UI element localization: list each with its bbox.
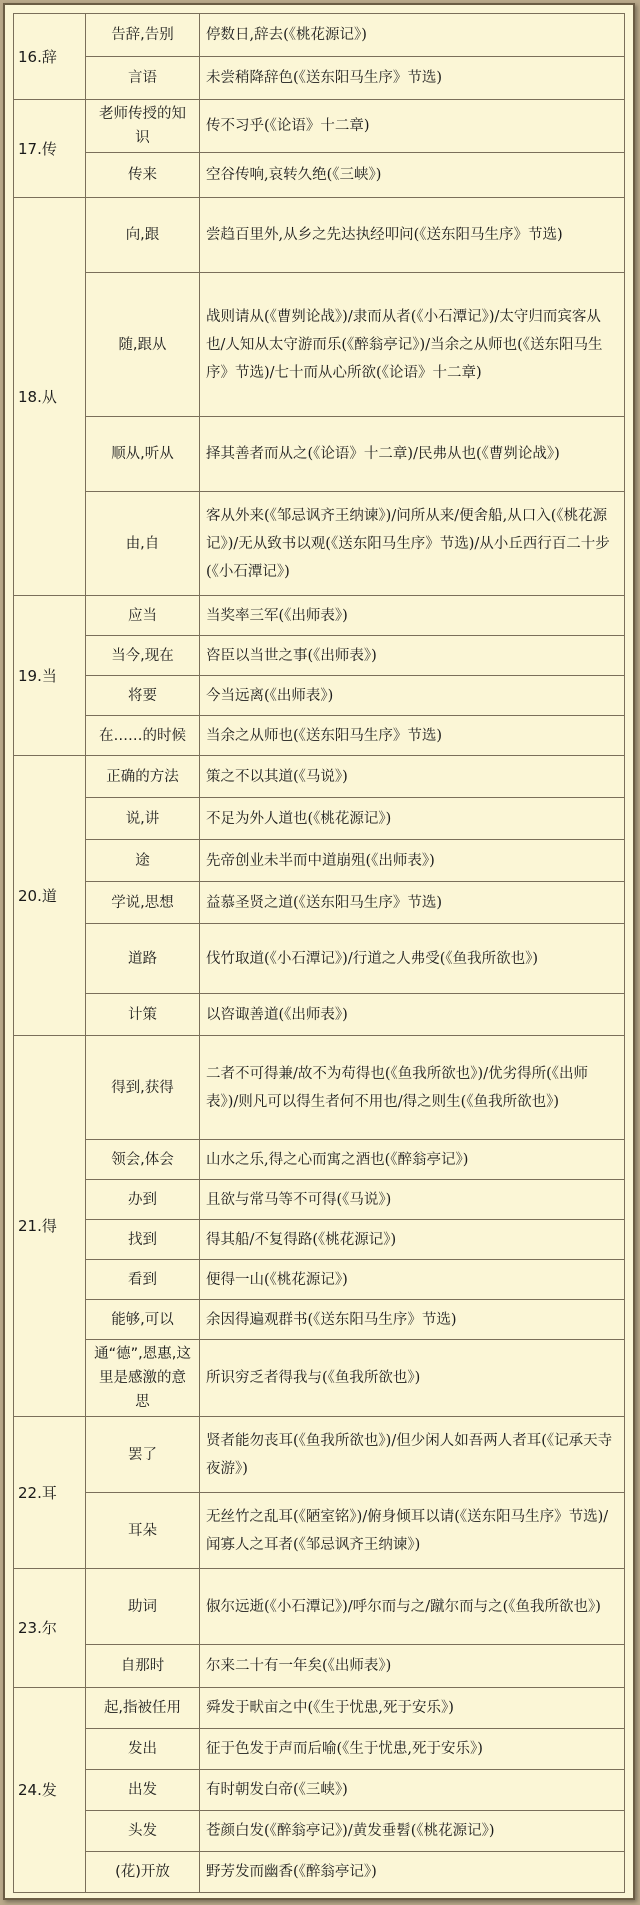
meaning-cell: 传来: [86, 153, 200, 198]
meaning-cell: 领会,体会: [86, 1140, 200, 1180]
word-cell: 19.当: [14, 596, 86, 756]
example-cell: 传不习乎(《论语》十二章): [200, 100, 625, 153]
example-cell: 益慕圣贤之道(《送东阳马生序》节选): [200, 882, 625, 924]
meaning-cell: 告辞,告别: [86, 14, 200, 57]
table-row: [14, 1645, 625, 1688]
example-cell: 苍颜白发(《醉翁亭记》)/黄发垂髫(《桃花源记》): [200, 1811, 625, 1852]
meaning-cell: 耳朵: [86, 1493, 200, 1569]
meaning-cell: 随,跟从: [86, 273, 200, 417]
table-row: [14, 153, 625, 198]
meaning-cell: 言语: [86, 57, 200, 100]
meaning-cell: 能够,可以: [86, 1300, 200, 1340]
meaning-cell: 计策: [86, 994, 200, 1036]
example-cell: 尔来二十有一年矣(《出师表》): [200, 1645, 625, 1688]
meaning-cell: 正确的方法: [86, 756, 200, 798]
example-cell: 停数日,辞去(《桃花源记》): [200, 14, 625, 57]
table-row: [14, 882, 625, 924]
example-cell: 空谷传响,哀转久绝(《三峡》): [200, 153, 625, 198]
meaning-cell: 将要: [86, 676, 200, 716]
table-row: [14, 57, 625, 100]
table-row: [14, 1300, 625, 1340]
meaning-cell: 当今,现在: [86, 636, 200, 676]
table-row: [14, 14, 625, 57]
meaning-cell: 起,指被任用: [86, 1688, 200, 1729]
word-cell: 21.得: [14, 1036, 86, 1417]
vocabulary-table: [13, 13, 625, 1893]
example-cell: 伐竹取道(《小石潭记》)/行道之人弗受(《鱼我所欲也》): [200, 924, 625, 994]
example-cell: 不足为外人道也(《桃花源记》): [200, 798, 625, 840]
meaning-cell: 头发: [86, 1811, 200, 1852]
example-cell: 山水之乐,得之心而寓之酒也(《醉翁亭记》): [200, 1140, 625, 1180]
meaning-cell: 得到,获得: [86, 1036, 200, 1140]
table-row: [14, 1852, 625, 1893]
table-row: [14, 1770, 625, 1811]
example-cell: 俶尔远逝(《小石潭记》)/呼尔而与之/蹴尔而与之(《鱼我所欲也》): [200, 1569, 625, 1645]
example-cell: 余因得遍观群书(《送东阳马生序》节选): [200, 1300, 625, 1340]
table-row: [14, 1260, 625, 1300]
meaning-cell: (花)开放: [86, 1852, 200, 1893]
table-row: [14, 1493, 625, 1569]
table-row: [14, 1140, 625, 1180]
word-cell: 22.耳: [14, 1417, 86, 1569]
table-row: [14, 676, 625, 716]
table-row: [14, 273, 625, 417]
example-cell: 野芳发而幽香(《醉翁亭记》): [200, 1852, 625, 1893]
table-row: [14, 1180, 625, 1220]
table-row: [14, 716, 625, 756]
example-cell: 先帝创业未半而中道崩殂(《出师表》): [200, 840, 625, 882]
meaning-cell: 罢了: [86, 1417, 200, 1493]
table-row: [14, 1417, 625, 1493]
word-cell: 18.从: [14, 198, 86, 596]
meaning-cell: 自那时: [86, 1645, 200, 1688]
table-row: [14, 994, 625, 1036]
table-row: [14, 1569, 625, 1645]
example-cell: 择其善者而从之(《论语》十二章)/民弗从也(《曹刿论战》): [200, 417, 625, 492]
example-cell: 舜发于畎亩之中(《生于忧患,死于安乐》): [200, 1688, 625, 1729]
table-row: [14, 1811, 625, 1852]
word-cell: 24.发: [14, 1688, 86, 1893]
example-cell: 当余之从师也(《送东阳马生序》节选): [200, 716, 625, 756]
meaning-cell: 道路: [86, 924, 200, 994]
table-row: [14, 1688, 625, 1729]
example-cell: 贤者能勿丧耳(《鱼我所欲也》)/但少闲人如吾两人者耳(《记承天寺夜游》): [200, 1417, 625, 1493]
example-cell: 尝趋百里外,从乡之先达执经叩问(《送东阳马生序》节选): [200, 198, 625, 273]
table-row: [14, 798, 625, 840]
table-row: [14, 417, 625, 492]
meaning-cell: 发出: [86, 1729, 200, 1770]
example-cell: 当奖率三军(《出师表》): [200, 596, 625, 636]
table-row: [14, 1340, 625, 1417]
meaning-cell: 学说,思想: [86, 882, 200, 924]
table-row: [14, 198, 625, 273]
table-row: [14, 100, 625, 153]
meaning-cell: 通“德”,恩惠,这里是感激的意思: [86, 1340, 200, 1417]
example-cell: 二者不可得兼/故不为苟得也(《鱼我所欲也》)/优劣得所(《出师表》)/则凡可以得生者何不用也/得之则生(《鱼我所欲也》): [200, 1036, 625, 1140]
table-body: [14, 14, 625, 1893]
example-cell: 今当远离(《出师表》): [200, 676, 625, 716]
example-cell: 无丝竹之乱耳(《陋室铭》)/俯身倾耳以请(《送东阳马生序》节选)/闻寡人之耳者(《邹忌讽齐王纳谏》): [200, 1493, 625, 1569]
meaning-cell: 途: [86, 840, 200, 882]
meaning-cell: 顺从,听从: [86, 417, 200, 492]
word-cell: 16.辞: [14, 14, 86, 100]
meaning-cell: 说,讲: [86, 798, 200, 840]
page-frame: [3, 3, 635, 1900]
example-cell: 未尝稍降辞色(《送东阳马生序》节选): [200, 57, 625, 100]
table-row: [14, 1036, 625, 1140]
example-cell: 有时朝发白帝(《三峡》): [200, 1770, 625, 1811]
table-row: [14, 1729, 625, 1770]
meaning-cell: 老师传授的知识: [86, 100, 200, 153]
example-cell: 策之不以其道(《马说》): [200, 756, 625, 798]
meaning-cell: 在……的时候: [86, 716, 200, 756]
example-cell: 所识穷乏者得我与(《鱼我所欲也》): [200, 1340, 625, 1417]
table-row: [14, 492, 625, 596]
example-cell: 以咨诹善道(《出师表》): [200, 994, 625, 1036]
meaning-cell: 找到: [86, 1220, 200, 1260]
word-cell: 20.道: [14, 756, 86, 1036]
word-cell: 17.传: [14, 100, 86, 198]
table-row: [14, 924, 625, 994]
example-cell: 咨臣以当世之事(《出师表》): [200, 636, 625, 676]
example-cell: 便得一山(《桃花源记》): [200, 1260, 625, 1300]
example-cell: 且欲与常马等不可得(《马说》): [200, 1180, 625, 1220]
table-row: [14, 1220, 625, 1260]
table-row: [14, 596, 625, 636]
meaning-cell: 办到: [86, 1180, 200, 1220]
meaning-cell: 向,跟: [86, 198, 200, 273]
meaning-cell: 出发: [86, 1770, 200, 1811]
meaning-cell: 应当: [86, 596, 200, 636]
meaning-cell: 助词: [86, 1569, 200, 1645]
example-cell: 战则请从(《曹刿论战》)/隶而从者(《小石潭记》)/太守归而宾客从也/人知从太守游而乐(《醉翁亭记》)/当余之从师也(《送东阳马生序》节选)/七十而从心所欲(《论语》十二章): [200, 273, 625, 417]
table-row: [14, 840, 625, 882]
example-cell: 征于色发于声而后喻(《生于忧患,死于安乐》): [200, 1729, 625, 1770]
meaning-cell: 由,自: [86, 492, 200, 596]
table-row: [14, 636, 625, 676]
table-row: [14, 756, 625, 798]
word-cell: 23.尔: [14, 1569, 86, 1688]
example-cell: 客从外来(《邹忌讽齐王纳谏》)/问所从来/便舍船,从口入(《桃花源记》)/无从致书以观(《送东阳马生序》节选)/从小丘西行百二十步(《小石潭记》): [200, 492, 625, 596]
meaning-cell: 看到: [86, 1260, 200, 1300]
example-cell: 得其船/不复得路(《桃花源记》): [200, 1220, 625, 1260]
